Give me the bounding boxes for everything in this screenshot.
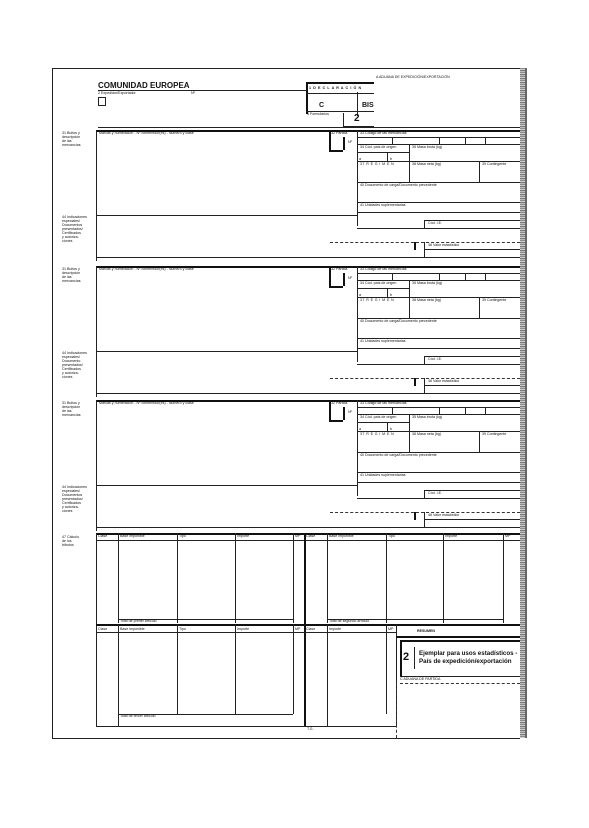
copy-number-bottom: 2: [403, 651, 410, 663]
tax-amount-2-header: Importe: [445, 534, 458, 538]
summary-label: RESUMEN: [417, 629, 435, 633]
tax-amount-4-header: Importe: [329, 627, 342, 631]
total-second-item: Total de segundo artículo: [329, 619, 370, 623]
ie-code-label: Cód. I.E.: [428, 357, 442, 361]
tax-class-4-header: Clase: [306, 627, 316, 631]
customs-office-label: A ADUANA DE EXPEDICIÓN/EXPORTACIÓN: [376, 75, 450, 79]
statistical-value-label: 46 Valor estadístico: [428, 379, 460, 383]
b-label: b: [390, 293, 392, 297]
copy-purpose-text: Ejemplar para usos estadísticos - País de expedición/exportación: [419, 650, 518, 665]
tax-amount-header: Importe: [237, 534, 250, 538]
net-mass-label: 38 Masa neta (kg): [412, 298, 441, 302]
supplementary-units-label: 41 Unidades suplementarias: [360, 473, 406, 477]
supplementary-units-label: 41 Unidades suplementarias: [360, 339, 406, 343]
total-third-item: Total de tercer artículo: [120, 714, 156, 718]
declaration-bis: BIS: [362, 102, 374, 109]
gross-mass-label: 35 Masa bruta (kg): [412, 415, 443, 419]
supplementary-units-label: 41 Unidades suplementarias: [360, 203, 406, 207]
item-number-label: 32 Partida: [331, 267, 348, 271]
tax-class-3-header: Clase: [98, 627, 108, 631]
a-label: a: [359, 157, 361, 161]
item-no-label: Nº: [348, 140, 352, 144]
total-first-item: Total de primer artículo: [120, 619, 157, 623]
tax-rate-header: Tipo: [179, 534, 186, 538]
special-indications-label: 44 Indicaciones especiales/ Documentos presentados/ Certificados y autoriza- ciones: [62, 215, 87, 243]
origin-country-label: 34 Cód. país de origen: [360, 145, 397, 149]
marks-label: Marcas y numeración - Nº contenedor(es) - Número y clase: [99, 401, 194, 405]
declaration-label: 1 D E C L A R A C I Ó N: [309, 86, 362, 90]
marks-label: Marcas y numeración - Nº contenedor(es) - Número y clase: [99, 131, 194, 135]
copy-number-top: 2: [354, 113, 360, 124]
tax-rate-3-header: Tipo: [179, 627, 186, 631]
document-label: 40 Documento de carga/Documento precedente: [360, 183, 437, 187]
statistical-value-label: 46 Valor estadístico: [428, 513, 460, 517]
tg-label: T.G.: [307, 727, 314, 731]
tax-mp-4-header: MP: [388, 627, 394, 631]
tax-base-2-header: Base imponible: [329, 534, 354, 538]
tax-base-3-header: Base imponible: [120, 627, 145, 631]
goods-description-label: 31 Bultos y descripción de las mercancías: [62, 401, 81, 417]
gross-mass-label: 35 Masa bruta (kg): [412, 145, 443, 149]
a-label: a: [359, 293, 361, 297]
exporter-label: 2 Expedidor/Exportador: [98, 91, 136, 95]
forms-label: 3 Formularios: [307, 112, 329, 116]
document-label: 40 Documento de carga/Documento precedente: [360, 453, 437, 457]
regime-label: 37 R É G I M E N: [360, 298, 395, 302]
departure-office-label: C ADUANA DE PARTIDA: [400, 677, 441, 681]
tax-rate-2-header: Tipo: [388, 534, 395, 538]
quota-label: 39 Contingente: [482, 162, 507, 166]
item-no-label: Nº: [348, 410, 352, 414]
b-label: b: [390, 427, 392, 431]
b-label: b: [390, 157, 392, 161]
regime-label: 37 R É G I M E N: [360, 432, 395, 436]
paper-edge-shadow: [525, 68, 527, 738]
item-no-label: Nº: [348, 276, 352, 280]
item-number-label: 32 Partida: [331, 401, 348, 405]
tax-mp-header: MP: [295, 534, 301, 538]
exporter-checkbox[interactable]: [98, 97, 106, 106]
item-number-label: 32 Partida: [331, 131, 348, 135]
ie-code-label: Cód. I.E.: [428, 491, 442, 495]
declaration-c: C: [319, 102, 325, 109]
commodity-code-label: 33 Código de las mercancías: [360, 267, 407, 271]
regime-label: 37 R É G I M E N: [360, 162, 395, 166]
origin-country-label: 34 Cód. país de origen: [360, 415, 397, 419]
commodity-code-label: 33 Código de las mercancías: [360, 401, 407, 405]
tax-amount-3-header: Importe: [237, 627, 250, 631]
form-title: COMUNIDAD EUROPEA: [98, 81, 190, 90]
tax-class-header: Clase: [98, 534, 108, 538]
tax-mp-2-header: MP: [505, 534, 511, 538]
net-mass-label: 38 Masa neta (kg): [412, 162, 441, 166]
statistical-value-label: 46 Valor estadístico: [428, 243, 460, 247]
a-label: a: [359, 427, 361, 431]
gross-mass-label: 35 Masa bruta (kg): [412, 281, 443, 285]
net-mass-label: 38 Masa neta (kg): [412, 432, 441, 436]
tax-class-2-header: Clase: [306, 534, 316, 538]
exporter-no-label: Nº: [191, 91, 195, 95]
document-label: 40 Documento de carga/Documento precedente: [360, 319, 437, 323]
marks-label: Marcas y numeración - Nº contenedor(es) - Número y clase: [99, 267, 194, 271]
special-indications-label: 44 Indicaciones especiales/ Documentos presentados/ Certificados y autoriza- ciones: [62, 485, 87, 513]
quota-label: 39 Contingente: [482, 432, 507, 436]
ie-code-label: Cód. I.E.: [428, 221, 442, 225]
goods-description-label: 31 Bultos y descripción de las mercancías: [62, 131, 81, 147]
tax-mp-3-header: MP: [295, 627, 301, 631]
tax-base-header: Base imponible: [120, 534, 145, 538]
tax-left-label: 47 Cálculo de los tributos: [62, 535, 79, 547]
quota-label: 39 Contingente: [482, 298, 507, 302]
origin-country-label: 34 Cód. país de origen: [360, 281, 397, 285]
special-indications-label: 44 Indicaciones especiales/ Documento presentados/ Certificados y autoriza- ciones: [62, 351, 87, 379]
commodity-code-label: 33 Código de las mercancías: [360, 131, 407, 135]
goods-description-label: 31 Bultos y descripción de las mercancías: [62, 267, 81, 283]
